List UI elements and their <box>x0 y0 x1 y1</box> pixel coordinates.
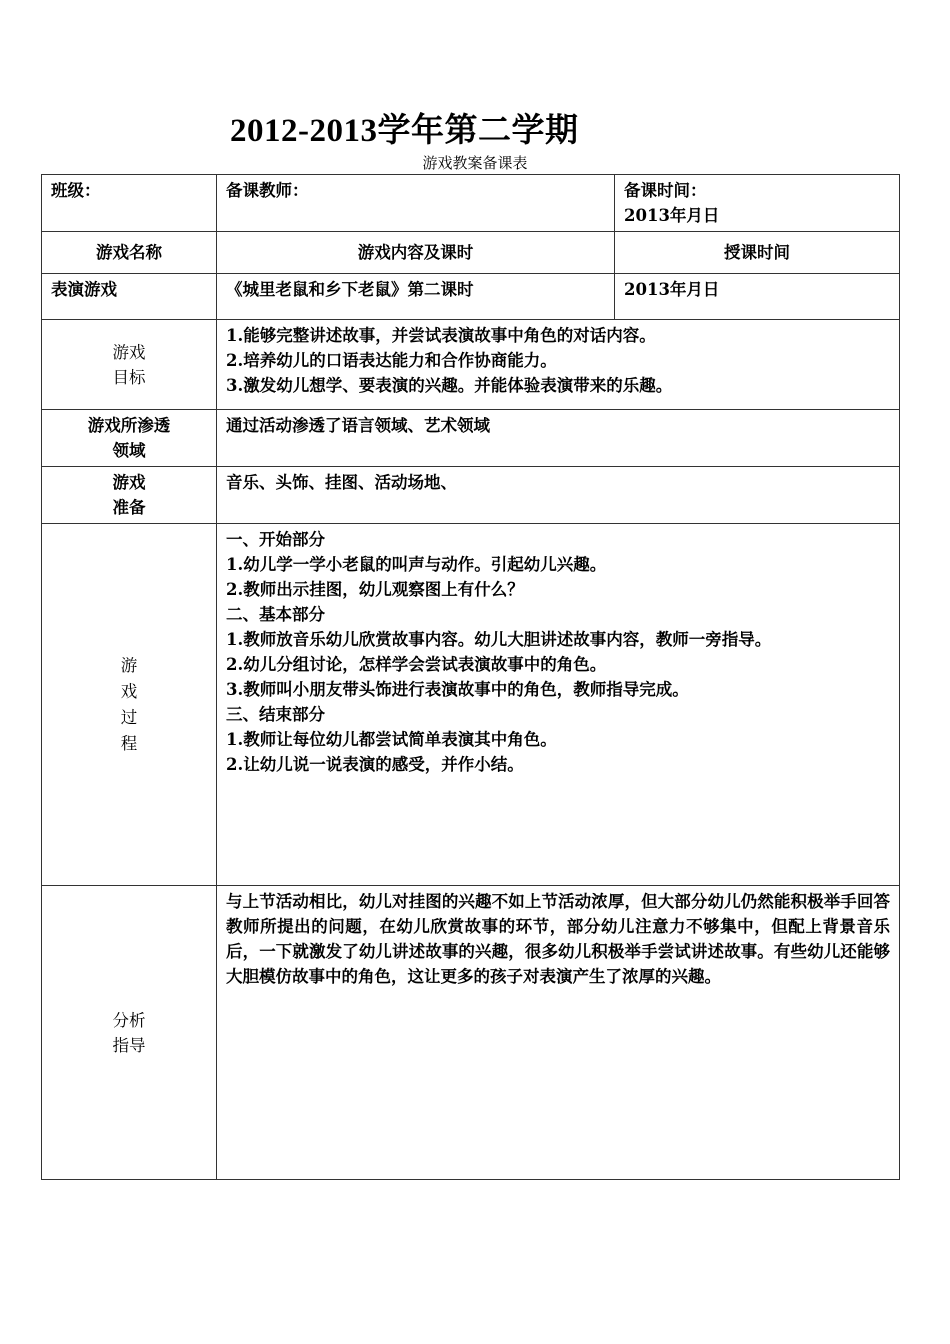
domain-row <box>42 410 900 467</box>
prep-time-label: 备课时间： <box>624 181 707 200</box>
game-row <box>42 274 900 320</box>
prep-row <box>42 467 900 524</box>
process-line: 1.幼儿学一学小老鼠的叫声与动作。引起幼儿兴趣。 <box>226 555 607 574</box>
prep-time-cell <box>615 175 900 232</box>
header-teach-time: 授课时间 <box>615 232 900 274</box>
process-line: 2.教师出示挂图，幼儿观察图上有什么？ <box>226 580 524 599</box>
analysis-row <box>42 886 900 1180</box>
goals-label-line2: 目标 <box>112 367 146 387</box>
domain-label-line1: 游戏所渗透 <box>87 416 171 435</box>
prep-content: 音乐、头饰、挂图、活动场地、 <box>217 467 900 524</box>
process-line: 1.教师让每位幼儿都尝试简单表演其中角色。 <box>226 730 557 749</box>
prep-label-line2: 准备 <box>112 498 146 517</box>
header-game-name: 游戏名称 <box>42 232 217 274</box>
analysis-content: 与上节活动相比，幼儿对挂图的兴趣不如上节活动浓厚，但大部分幼儿仍然能积极举手回答教师所提出的问题，在幼儿欣赏故事的环节，部分幼儿注意力不够集中，但配上背景音乐后，一下就激发了幼儿讲述故事的兴趣，很多幼儿积极举手尝试讲述故事。有些幼儿还能够大胆模仿故事中的角色，这让更多的孩子对表演产生了浓厚的兴趣。 <box>217 886 900 1180</box>
document-title: 2012-2013学年第二学期 <box>230 113 579 149</box>
analysis-label-line1: 分析 <box>112 1010 146 1030</box>
document-subtitle: 游戏教案备课表 <box>422 154 528 172</box>
domain-label <box>42 410 217 467</box>
prep-time-value: 2013年月日 <box>624 206 720 225</box>
header-row <box>42 232 900 274</box>
game-time-cell: 2013年月日 <box>615 274 900 320</box>
prep-label <box>42 467 217 524</box>
domain-content: 通过活动渗透了语言领域、艺术领域 <box>217 410 900 467</box>
process-label-char: 过 <box>120 707 138 727</box>
process-line: 2.让幼儿说一说表演的感受，并作小结。 <box>226 755 524 774</box>
process-line: 二、基本部分 <box>226 605 325 624</box>
process-label-char: 戏 <box>120 681 138 701</box>
goals-label <box>42 320 217 410</box>
domain-label-line2: 领域 <box>112 441 146 460</box>
game-content-cell: 《城里老鼠和乡下老鼠》第二课时 <box>217 274 615 320</box>
process-line: 1.教师放音乐幼儿欣赏故事内容。幼儿大胆讲述故事内容，教师一旁指导。 <box>226 630 772 649</box>
process-line: 三、结束部分 <box>226 705 325 724</box>
lesson-plan-table <box>41 174 900 1180</box>
header-game-content: 游戏内容及课时 <box>217 232 615 274</box>
prep-label-line1: 游戏 <box>112 473 146 492</box>
process-label <box>42 524 217 886</box>
process-line: 3.教师叫小朋友带头饰进行表演故事中的角色，教师指导完成。 <box>226 680 689 699</box>
game-name-cell: 表演游戏 <box>42 274 217 320</box>
goals-label-line1: 游戏 <box>112 342 146 362</box>
process-line: 一、开始部分 <box>226 530 325 549</box>
info-row <box>42 175 900 232</box>
class-cell: 班级： <box>42 175 217 232</box>
analysis-label <box>42 886 217 1180</box>
goal-item: 2.培养幼儿的口语表达能力和合作协商能力。 <box>226 351 557 370</box>
process-line: 2.幼儿分组讨论，怎样学会尝试表演故事中的角色。 <box>226 655 607 674</box>
process-content <box>217 524 900 886</box>
process-row <box>42 524 900 886</box>
goals-row <box>42 320 900 410</box>
process-label-char: 游 <box>120 655 138 675</box>
goals-content <box>217 320 900 410</box>
goal-item: 3.激发幼儿想学、要表演的兴趣。并能体验表演带来的乐趣。 <box>226 376 673 395</box>
goal-item: 1.能够完整讲述故事，并尝试表演故事中角色的对话内容。 <box>226 326 656 345</box>
analysis-label-line2: 指导 <box>112 1035 146 1055</box>
teacher-cell: 备课教师： <box>217 175 615 232</box>
process-label-char: 程 <box>120 733 138 753</box>
